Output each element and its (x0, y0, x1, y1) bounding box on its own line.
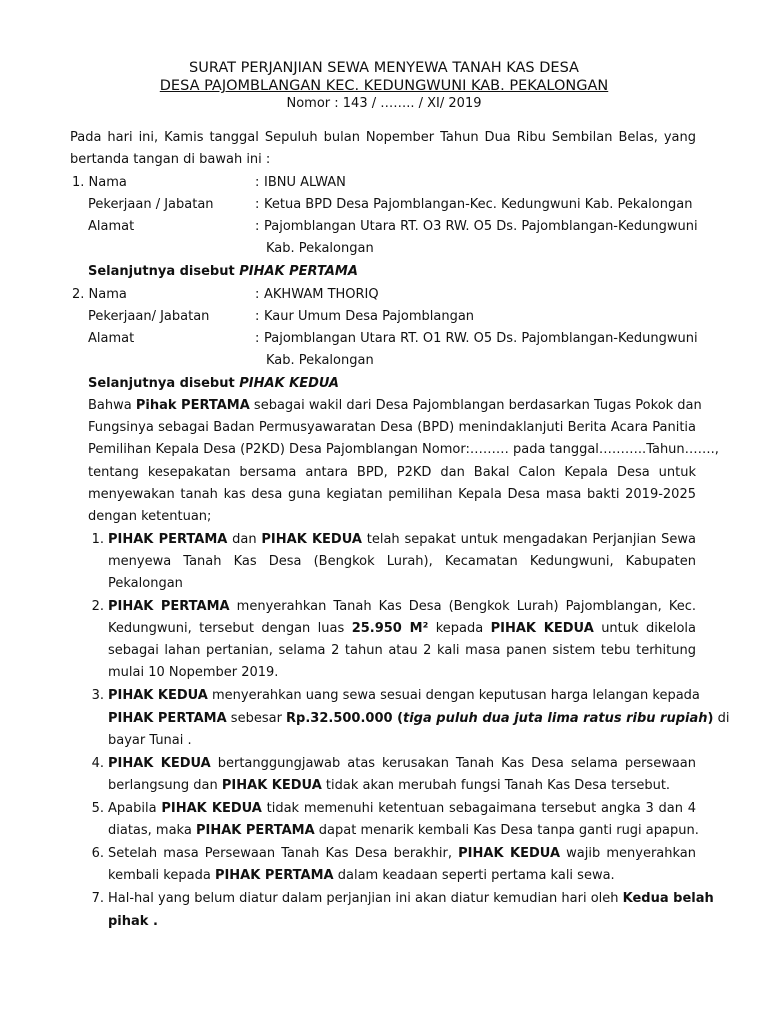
intro-line2: bertanda tangan di bawah ini : (70, 152, 271, 167)
document-number: Nomor : 143 / …….. / XI/ 2019 (286, 96, 482, 111)
pihak2-colon-2: : (255, 309, 260, 324)
item-number-7: 7. (91, 891, 104, 906)
item7-line1: Hal-hal yang belum diatur dalam perjanjian ini akan diatur kemudian hari oleh Kedua belah (108, 891, 714, 906)
item3-line2: PIHAK PERTAMA sebesar Rp.32.500.000 (tiga puluh dua juta lima ratus ribu rupiah) di (108, 711, 730, 726)
body-line6: dengan ketentuan; (88, 509, 212, 524)
item1-line3: Pekalongan (108, 576, 183, 591)
body-line3: Pemilihan Kepala Desa (P2KD) Desa Pajomblangan Nomor:……… pada tanggal………..Tahun……., (88, 442, 719, 457)
item3-line1: PIHAK KEDUA menyerahkan uang sewa sesuai dengan keputusan harga lelangan kepada (108, 688, 700, 703)
document-title-line1: SURAT PERJANJIAN SEWA MENYEWA TANAH KAS DESA (189, 60, 579, 76)
body-line2: Fungsinya sebagai Badan Permusyawaratan Desa (BPD) menindaklanjuti Berita Acara Panitia (88, 420, 696, 435)
item-number-5: 5. (91, 801, 104, 816)
item6-line1: Setelah masa Persewaan Tanah Kas Desa berakhir, PIHAK KEDUA wajib menyerahkan (108, 846, 696, 861)
pihak2-alamat-label: Alamat (88, 331, 135, 346)
item7-line2: pihak . (108, 914, 158, 929)
item1-line1: PIHAK PERTAMA dan PIHAK KEDUA telah sepakat untuk mengadakan Perjanjian Sewa (108, 532, 696, 547)
item4-line1: PIHAK KEDUA bertanggungjawab atas kerusakan Tanah Kas Desa selama persewaan (108, 756, 696, 771)
pihak1-nama-label: 1. Nama (72, 175, 127, 190)
pihak1-selanjutnya: Selanjutnya disebut PIHAK PERTAMA (88, 264, 358, 279)
body-line5: menyewakan tanah kas desa guna kegiatan pemilihan Kepala Desa masa bakti 2019-2025 (88, 487, 696, 502)
item2-line2: Kedungwuni, tersebut dengan luas 25.950 M² kepada PIHAK KEDUA untuk dikelola (108, 621, 697, 636)
item4-line2: berlangsung dan PIHAK KEDUA tidak akan merubah fungsi Tanah Kas Desa tersebut. (108, 778, 671, 793)
item-number-3: 3. (91, 688, 104, 703)
pihak2-nama-label: 2. Nama (72, 287, 127, 302)
pihak2-jabatan-label: Pekerjaan/ Jabatan (88, 309, 210, 324)
pihak1-jabatan-value: Ketua BPD Desa Pajomblangan-Kec. Kedungwuni Kab. Pekalongan (264, 197, 693, 212)
pihak2-alamat-value1: Pajomblangan Utara RT. O1 RW. O5 Ds. Pajomblangan-Kedungwuni (264, 331, 698, 346)
body-line4: tentang kesepakatan bersama antara BPD, P2KD dan Bakal Calon Kepala Desa untuk (88, 465, 696, 480)
pihak2-alamat-value2: Kab. Pekalongan (266, 353, 374, 368)
pihak1-alamat-value2: Kab. Pekalongan (266, 241, 374, 256)
item-number-2: 2. (91, 599, 104, 614)
item-number-4: 4. (91, 756, 104, 771)
item-number-6: 6. (91, 846, 104, 861)
item2-line1: PIHAK PERTAMA menyerahkan Tanah Kas Desa (Bengkok Lurah) Pajomblangan, Kec. (108, 599, 696, 614)
pihak2-colon-3: : (255, 331, 260, 346)
item3-line3: bayar Tunai . (108, 733, 192, 748)
intro-line1: Pada hari ini, Kamis tanggal Sepuluh bulan Nopember Tahun Dua Ribu Sembilan Belas, yang (70, 130, 696, 145)
body-line1: Bahwa Pihak PERTAMA sebagai wakil dari Desa Pajomblangan berdasarkan Tugas Pokok dan (88, 398, 702, 413)
pihak1-colon-3: : (255, 219, 260, 234)
pihak1-alamat-label: Alamat (88, 219, 135, 234)
pihak2-jabatan-value: Kaur Umum Desa Pajomblangan (264, 309, 475, 324)
pihak1-colon-2: : (255, 197, 260, 212)
item5-line2: diatas, maka PIHAK PERTAMA dapat menarik kembali Kas Desa tanpa ganti rugi apapun. (108, 823, 699, 838)
item6-line2: kembali kepada PIHAK PERTAMA dalam keadaan seperti pertama kali sewa. (108, 868, 615, 883)
pihak1-colon-1: : (255, 175, 260, 190)
pihak1-alamat-value1: Pajomblangan Utara RT. O3 RW. O5 Ds. Pajomblangan-Kedungwuni (264, 219, 698, 234)
item1-line2: menyewa Tanah Kas Desa (Bengkok Lurah), Kecamatan Kedungwuni, Kabupaten (108, 554, 696, 569)
document-title-line2: DESA PAJOMBLANGAN KEC. KEDUNGWUNI KAB. PEKALONGAN (159, 78, 609, 94)
item2-line4: mulai 10 Nopember 2019. (108, 665, 279, 680)
item5-line1: Apabila PIHAK KEDUA tidak memenuhi ketentuan sebagaimana tersebut angka 3 dan 4 (108, 801, 696, 816)
pihak2-selanjutnya: Selanjutnya disebut PIHAK KEDUA (88, 376, 339, 391)
item-number-1: 1. (91, 532, 104, 547)
pihak1-jabatan-label: Pekerjaan / Jabatan (88, 197, 214, 212)
item2-line3: sebagai lahan pertanian, selama 2 tahun atau 2 kali masa panen sistem tebu terhitung (108, 643, 696, 658)
pihak1-nama-value: IBNU ALWAN (264, 175, 346, 190)
pihak2-colon-1: : (255, 287, 260, 302)
pihak2-nama-value: AKHWAM THORIQ (264, 287, 379, 302)
